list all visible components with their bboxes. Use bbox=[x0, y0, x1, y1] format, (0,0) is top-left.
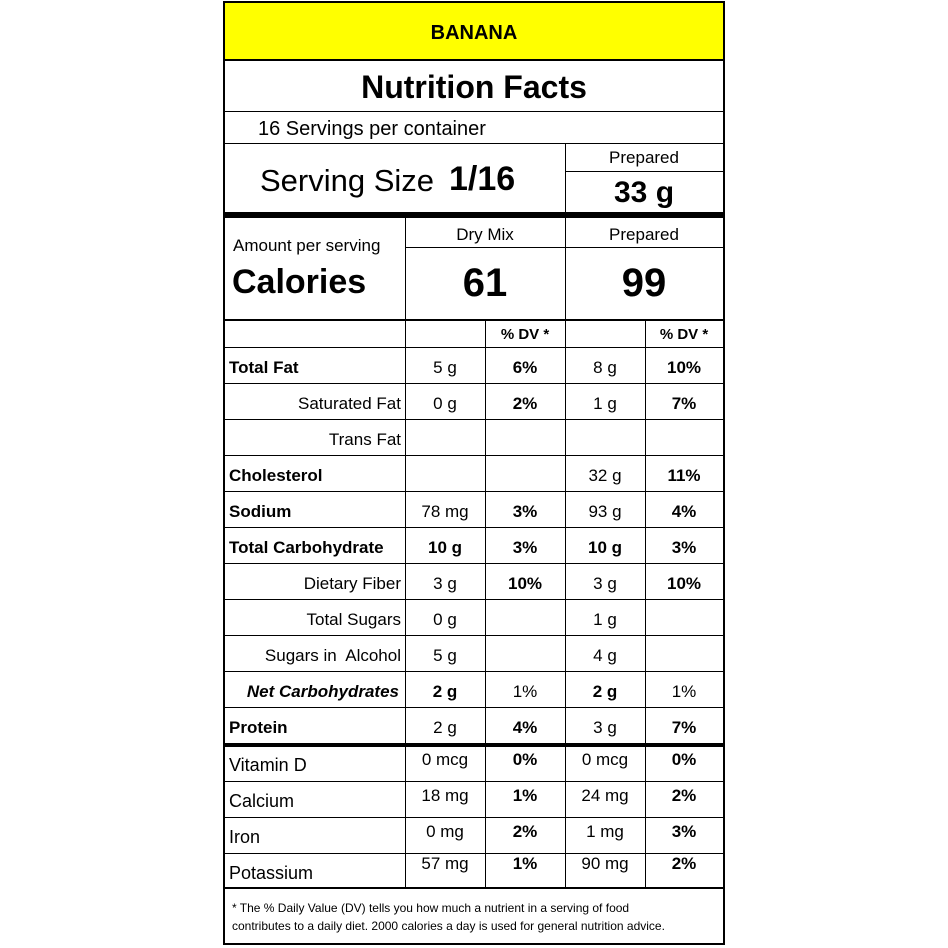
nutrient-name: Protein bbox=[229, 718, 288, 737]
calories-prepared: 99 bbox=[621, 261, 667, 305]
prepared-amount: 24 mg bbox=[581, 786, 629, 805]
prepared-amount: 4 g bbox=[593, 646, 617, 665]
prepared-dv: 1% bbox=[671, 682, 697, 701]
nutrient-name: Cholesterol bbox=[229, 466, 323, 485]
nutrient-name: Trans Fat bbox=[328, 430, 401, 449]
divider bbox=[565, 171, 723, 172]
nutrient-name: Sodium bbox=[229, 502, 292, 521]
prepared-amount: 8 g bbox=[593, 358, 617, 377]
prepared-dv: 3% bbox=[671, 822, 697, 841]
prepared-dv: 7% bbox=[671, 394, 697, 413]
dv-header-dry: % DV * bbox=[500, 326, 550, 343]
dry-mix-amount: 0 mg bbox=[426, 822, 464, 841]
dry-mix-amount: 5 g bbox=[433, 358, 457, 377]
divider bbox=[225, 59, 723, 61]
dry-mix-amount: 5 g bbox=[433, 646, 457, 665]
dry-mix-dv: 1% bbox=[512, 854, 538, 873]
thick-divider bbox=[225, 212, 723, 218]
prepared-amount: 3 g bbox=[593, 718, 617, 737]
dry-mix-amount: 0 g bbox=[433, 610, 457, 629]
dry-mix-amount: 78 mg bbox=[421, 502, 469, 521]
dv-header-prepared: % DV * bbox=[659, 326, 709, 343]
prepared-amount: 1 g bbox=[593, 610, 617, 629]
dry-mix-amount: 10 g bbox=[427, 538, 463, 557]
vitamin-name: Calcium bbox=[229, 791, 295, 811]
footnote-line-1: * The % Daily Value (DV) tells you how much a nutrient in a serving of food bbox=[232, 901, 630, 915]
dry-mix-dv: 6% bbox=[512, 358, 538, 377]
dry-mix-dv: 2% bbox=[512, 394, 538, 413]
vitamin-name: Iron bbox=[229, 827, 261, 847]
calories-dry-mix: 61 bbox=[462, 261, 508, 305]
prepared-dv: 10% bbox=[666, 358, 702, 377]
prepared-dv: 3% bbox=[671, 538, 697, 557]
nutrition-label bbox=[223, 1, 725, 945]
vitamin-table bbox=[225, 747, 723, 887]
dry-mix-dv: 3% bbox=[512, 538, 538, 557]
prepared-amount: 10 g bbox=[587, 538, 623, 557]
prepared-amount: 1 g bbox=[593, 394, 617, 413]
divider bbox=[405, 247, 723, 248]
dry-mix-amount: 0 g bbox=[433, 394, 457, 413]
nutrient-name: Total Fat bbox=[229, 358, 299, 377]
divider bbox=[225, 143, 723, 144]
nutrient-table bbox=[225, 321, 723, 747]
dry-mix-header: Dry Mix bbox=[456, 225, 514, 244]
dry-mix-dv: 1% bbox=[512, 786, 538, 805]
nutrient-name: Total Carbohydrate bbox=[229, 538, 384, 557]
vitamin-name: Vitamin D bbox=[229, 755, 307, 775]
prepared-dv: 0% bbox=[671, 750, 697, 769]
label-title: Nutrition Facts bbox=[361, 69, 587, 105]
prepared-amount: 93 g bbox=[588, 502, 622, 521]
dry-mix-dv: 1% bbox=[512, 682, 538, 701]
dry-mix-dv: 4% bbox=[512, 718, 538, 737]
serving-size-value: 1/16 bbox=[449, 160, 516, 198]
prepared-dv: 2% bbox=[671, 786, 697, 805]
dry-mix-dv: 10% bbox=[507, 574, 543, 593]
serving-prepared-value: 33 g bbox=[613, 176, 675, 209]
prepared-amount: 0 mcg bbox=[581, 750, 629, 769]
dry-mix-amount: 2 g bbox=[433, 718, 457, 737]
calories-label: Calories bbox=[232, 263, 367, 301]
nutrient-name: Total Sugars bbox=[306, 610, 401, 629]
nutrient-name: Dietary Fiber bbox=[303, 574, 401, 593]
dry-mix-amount: 18 mg bbox=[421, 786, 469, 805]
prepared-dv: 10% bbox=[666, 574, 702, 593]
prepared-dv: 2% bbox=[671, 854, 697, 873]
serving-size-label: Serving Size bbox=[260, 163, 435, 198]
nutrient-name: Saturated Fat bbox=[297, 394, 401, 413]
amount-per-serving-label: Amount per serving bbox=[233, 236, 381, 255]
product-name: BANANA bbox=[430, 22, 518, 44]
divider bbox=[225, 111, 723, 112]
vitamin-name: Potassium bbox=[229, 863, 314, 883]
divider bbox=[225, 887, 723, 889]
dry-mix-dv: 2% bbox=[512, 822, 538, 841]
dry-mix-amount: 57 mg bbox=[421, 854, 469, 873]
dry-mix-amount: 2 g bbox=[432, 682, 458, 701]
prepared-header: Prepared bbox=[609, 225, 679, 244]
prepared-amount: 3 g bbox=[593, 574, 617, 593]
prepared-amount: 1 mg bbox=[586, 822, 624, 841]
serving-prepared-label: Prepared bbox=[609, 148, 679, 167]
prepared-dv: 11% bbox=[667, 466, 701, 485]
dry-mix-dv: 3% bbox=[512, 502, 538, 521]
prepared-amount: 90 mg bbox=[581, 854, 629, 873]
dry-mix-amount: 0 mcg bbox=[421, 750, 469, 769]
prepared-amount: 2 g bbox=[592, 682, 618, 701]
nutrient-name: Net Carbohydrates bbox=[246, 682, 399, 701]
dry-mix-amount: 3 g bbox=[433, 574, 457, 593]
prepared-dv: 7% bbox=[671, 718, 697, 737]
footnote-line-2: contributes to a daily diet. 2000 calories a day is used for general nutrition advice. bbox=[232, 919, 665, 933]
servings-per-container: 16 Servings per container bbox=[258, 118, 486, 140]
prepared-amount: 32 g bbox=[588, 466, 622, 485]
nutrient-name: Sugars in Alcohol bbox=[264, 646, 401, 665]
prepared-dv: 4% bbox=[671, 502, 697, 521]
dry-mix-dv: 0% bbox=[512, 750, 538, 769]
